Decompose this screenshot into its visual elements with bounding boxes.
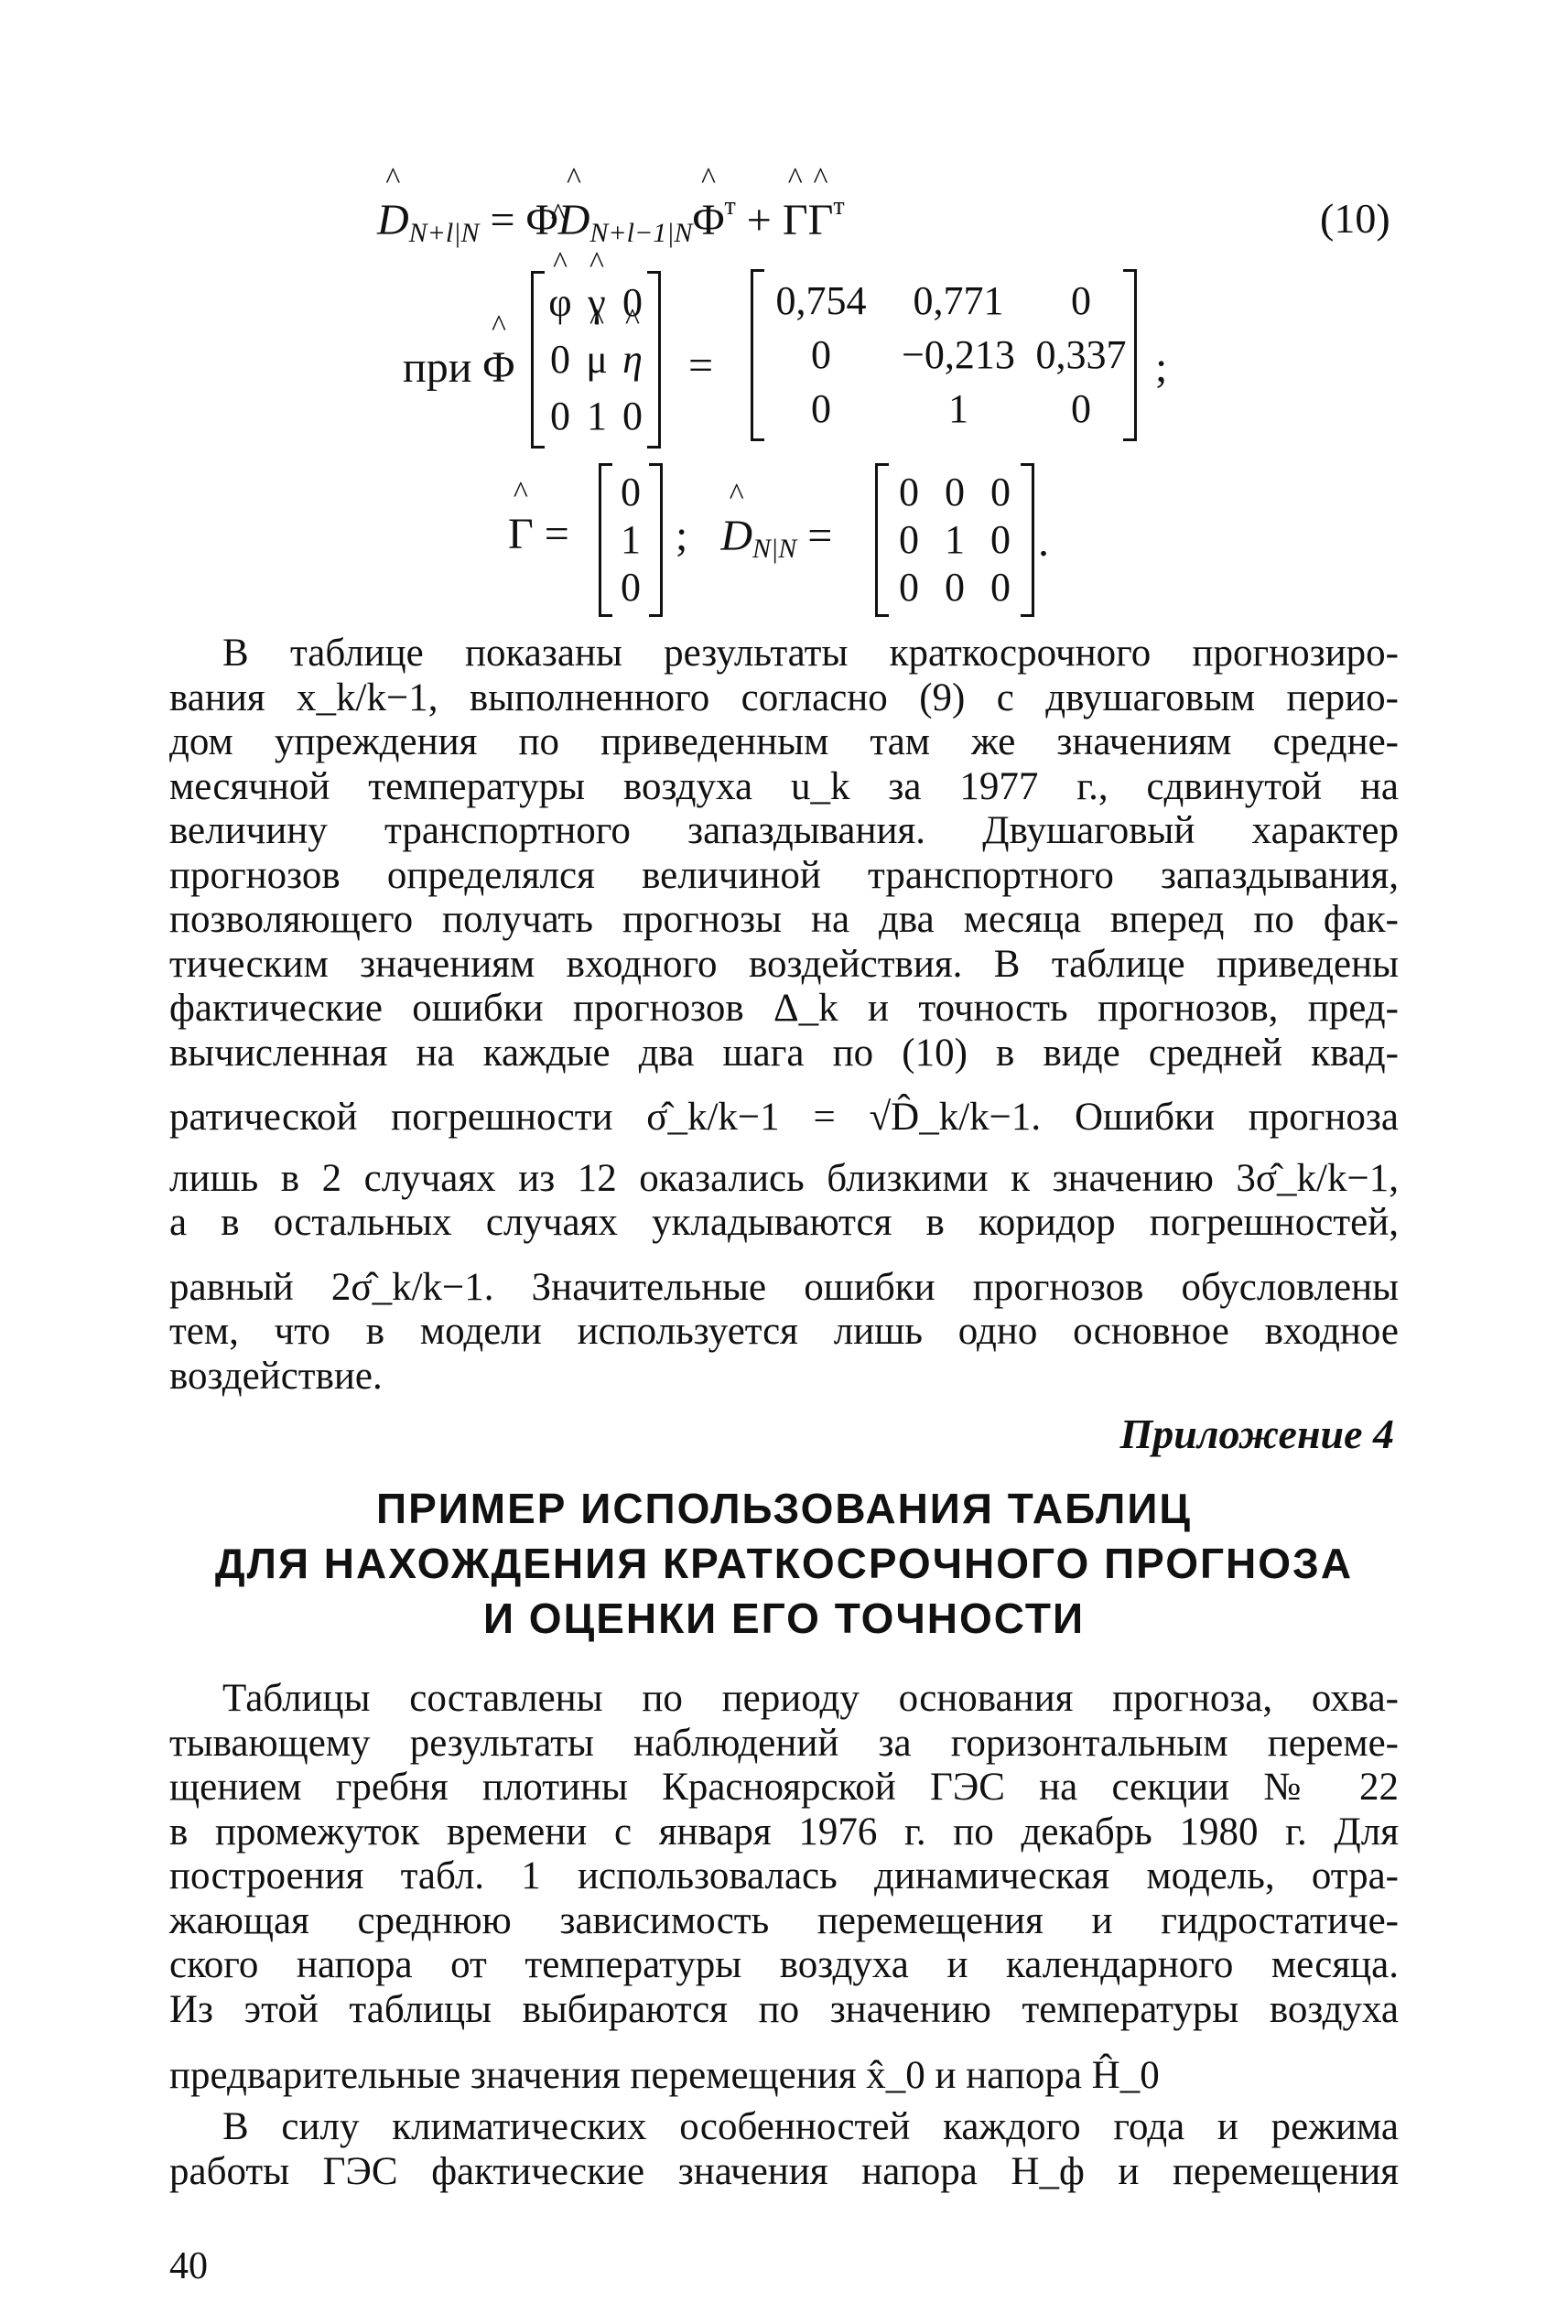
page-number: 40 bbox=[169, 2245, 208, 2287]
text-line: месячной температуры воздуха u_k за 1977 г., сдвинутой на bbox=[169, 764, 1399, 808]
phi-value-cell: 0,771 bbox=[913, 278, 1004, 323]
phi-value-cell: 0 bbox=[811, 332, 831, 377]
heading-line: И ОЦЕНКИ ЕГО ТОЧНОСТИ bbox=[482, 1594, 1086, 1642]
gamma-cell: 0 bbox=[621, 565, 641, 610]
phi-value-cell: 1 bbox=[948, 386, 968, 431]
phi-param-cell: 0 bbox=[550, 394, 570, 438]
phi-value-cell: 0,754 bbox=[775, 278, 867, 323]
text-line: в промежуток времени с января 1976 г. по декабрь 1980 г. Для bbox=[169, 1810, 1399, 1854]
d-cell: 0 bbox=[990, 565, 1011, 610]
d-matrix bbox=[886, 469, 1023, 611]
text-line: Таблицы составлены по периоду основания прогноза, охва- bbox=[222, 1677, 1399, 1720]
text-line: величину транспортного запаздывания. Двушаговый характер bbox=[169, 809, 1399, 852]
text-line: тическим значениям входного воздействия. В таблице приведены bbox=[169, 942, 1399, 986]
text-line: тем, что в модели используется лишь одно основное входное bbox=[169, 1310, 1399, 1353]
phi-param-cell: 0 bbox=[550, 337, 570, 382]
phi-param-cell: ^ μ bbox=[579, 330, 615, 390]
text-line: дом упреждения по приведенным там же значениям средне- bbox=[169, 720, 1399, 763]
text-line: вания x_k/k−1, выполненного согласно (9) с двушаговым перио- bbox=[169, 676, 1399, 719]
d-label: ; ^ $D_{N|N}$ = bbox=[676, 514, 832, 563]
phi-param-cell: ^ γ bbox=[579, 276, 615, 330]
text-line: лишь в 2 случаях из 12 оказались близкими к значению 3σ̂_k/k−1, bbox=[169, 1156, 1399, 1200]
text-line: щением гребня плотины Красноярской ГЭС на секции № 22 bbox=[169, 1766, 1399, 1809]
text-line: вычисленная на каждые два шага по (10) в виде средней квад- bbox=[169, 1031, 1399, 1075]
equals-sign: = bbox=[688, 341, 714, 390]
phi-value-cell: 0 bbox=[1071, 386, 1091, 431]
d-cell: 0 bbox=[990, 517, 1011, 562]
text-line: В силу климатических особенностей каждого года и режима bbox=[222, 2105, 1399, 2148]
paragraph-forecast-results bbox=[169, 632, 1399, 1399]
text-line: ратической погрешности σ̂_k/k−1 = √D̂_k/k−1. Ошибки прогноза bbox=[169, 1096, 1399, 1139]
d-cell: 0 bbox=[945, 470, 965, 514]
text-line: ского напора от температуры воздуха и календарного месяца. bbox=[169, 1943, 1399, 1986]
text-line: жающая среднюю зависимость перемещения и гидростатиче- bbox=[169, 1898, 1399, 1942]
text-line: предварительные значения перемещения x̂_0 и напора Ĥ_0 bbox=[169, 2054, 1160, 2097]
phi-label-text: при bbox=[403, 343, 472, 392]
phi-value-cell: 0,337 bbox=[1035, 332, 1127, 377]
text-line: построения табл. 1 использовалась динамическая модель, отра- bbox=[169, 1854, 1399, 1897]
d-cell: 0 bbox=[990, 470, 1011, 514]
heading-line: ПРИМЕР ИСПОЛЬЗОВАНИЯ ТАБЛИЦ bbox=[376, 1485, 1192, 1532]
d-cell: 0 bbox=[899, 565, 919, 610]
text-line: равный 2σ̂_k/k−1. Значительные ошибки прогнозов обусловлены bbox=[169, 1265, 1399, 1309]
text-line: Из этой таблицы выбираются по значению температуры воздуха bbox=[169, 1987, 1399, 2031]
phi-label: при ^ Φ bbox=[403, 346, 514, 390]
paragraph-tables bbox=[169, 1677, 1399, 2099]
phi-param-cell: ^ η bbox=[615, 330, 650, 390]
d-cell: 0 bbox=[899, 470, 919, 514]
phi-value-cell: 0 bbox=[1071, 278, 1091, 323]
text-line: работы ГЭС фактические значения напора H_ф и перемещения bbox=[169, 2149, 1399, 2193]
appendix-label: Приложение 4 bbox=[1119, 1411, 1394, 1457]
phi-param-cell: 0 bbox=[622, 394, 643, 438]
phi-param-cell: ^ φ bbox=[542, 276, 579, 330]
text-line: В таблице показаны результаты краткосрочного прогнозиро- bbox=[222, 632, 1399, 675]
gamma-cell: 0 bbox=[621, 470, 641, 514]
heading-line: ДЛЯ НАХОЖДЕНИЯ КРАТКОСРОЧНОГО ПРОГНОЗА bbox=[214, 1540, 1354, 1587]
text-line: прогнозов определялся величиной транспортного запаздывания, bbox=[169, 853, 1399, 897]
gamma-label: ^ Γ = bbox=[508, 513, 569, 557]
gamma-vector bbox=[610, 469, 652, 611]
phi-param-cell: 0 bbox=[622, 280, 643, 325]
equation-10: ^ $D_{N+l|N}$ = Φ^ $D_{N+l-1|N}\^{}$ $\Phi^т$ + ^ Γ^ $\Gamma^т$ bbox=[377, 194, 845, 247]
text-line: воздействие. bbox=[169, 1354, 383, 1398]
phi-value-cell: 0 bbox=[811, 386, 831, 431]
period: . bbox=[1038, 517, 1049, 566]
gamma-cell: 1 bbox=[621, 517, 641, 562]
semicolon: ; bbox=[1155, 343, 1168, 392]
phi-param-cell: 1 bbox=[587, 394, 607, 438]
d-cell: 0 bbox=[899, 517, 919, 562]
paragraph-climate bbox=[169, 2105, 1399, 2194]
text-line: тывающему результаты наблюдений за горизонтальным переме- bbox=[169, 1721, 1399, 1765]
phi-param-matrix bbox=[542, 276, 650, 443]
phi-value-matrix bbox=[762, 275, 1126, 436]
text-line: а в остальных случаях укладываются в коридор погрешностей, bbox=[169, 1201, 1399, 1244]
equation-number: (10) bbox=[1320, 195, 1390, 242]
d-cell: 1 bbox=[945, 517, 965, 562]
section-heading bbox=[0, 1481, 1568, 1646]
text-line: фактические ошибки прогнозов Δ_k и точность прогнозов, пред- bbox=[169, 987, 1399, 1030]
d-cell: 0 bbox=[945, 565, 965, 610]
text-line: позволяющего получать прогнозы на два месяца вперед по фак- bbox=[169, 898, 1399, 941]
phi-value-cell: −0,213 bbox=[902, 332, 1015, 377]
